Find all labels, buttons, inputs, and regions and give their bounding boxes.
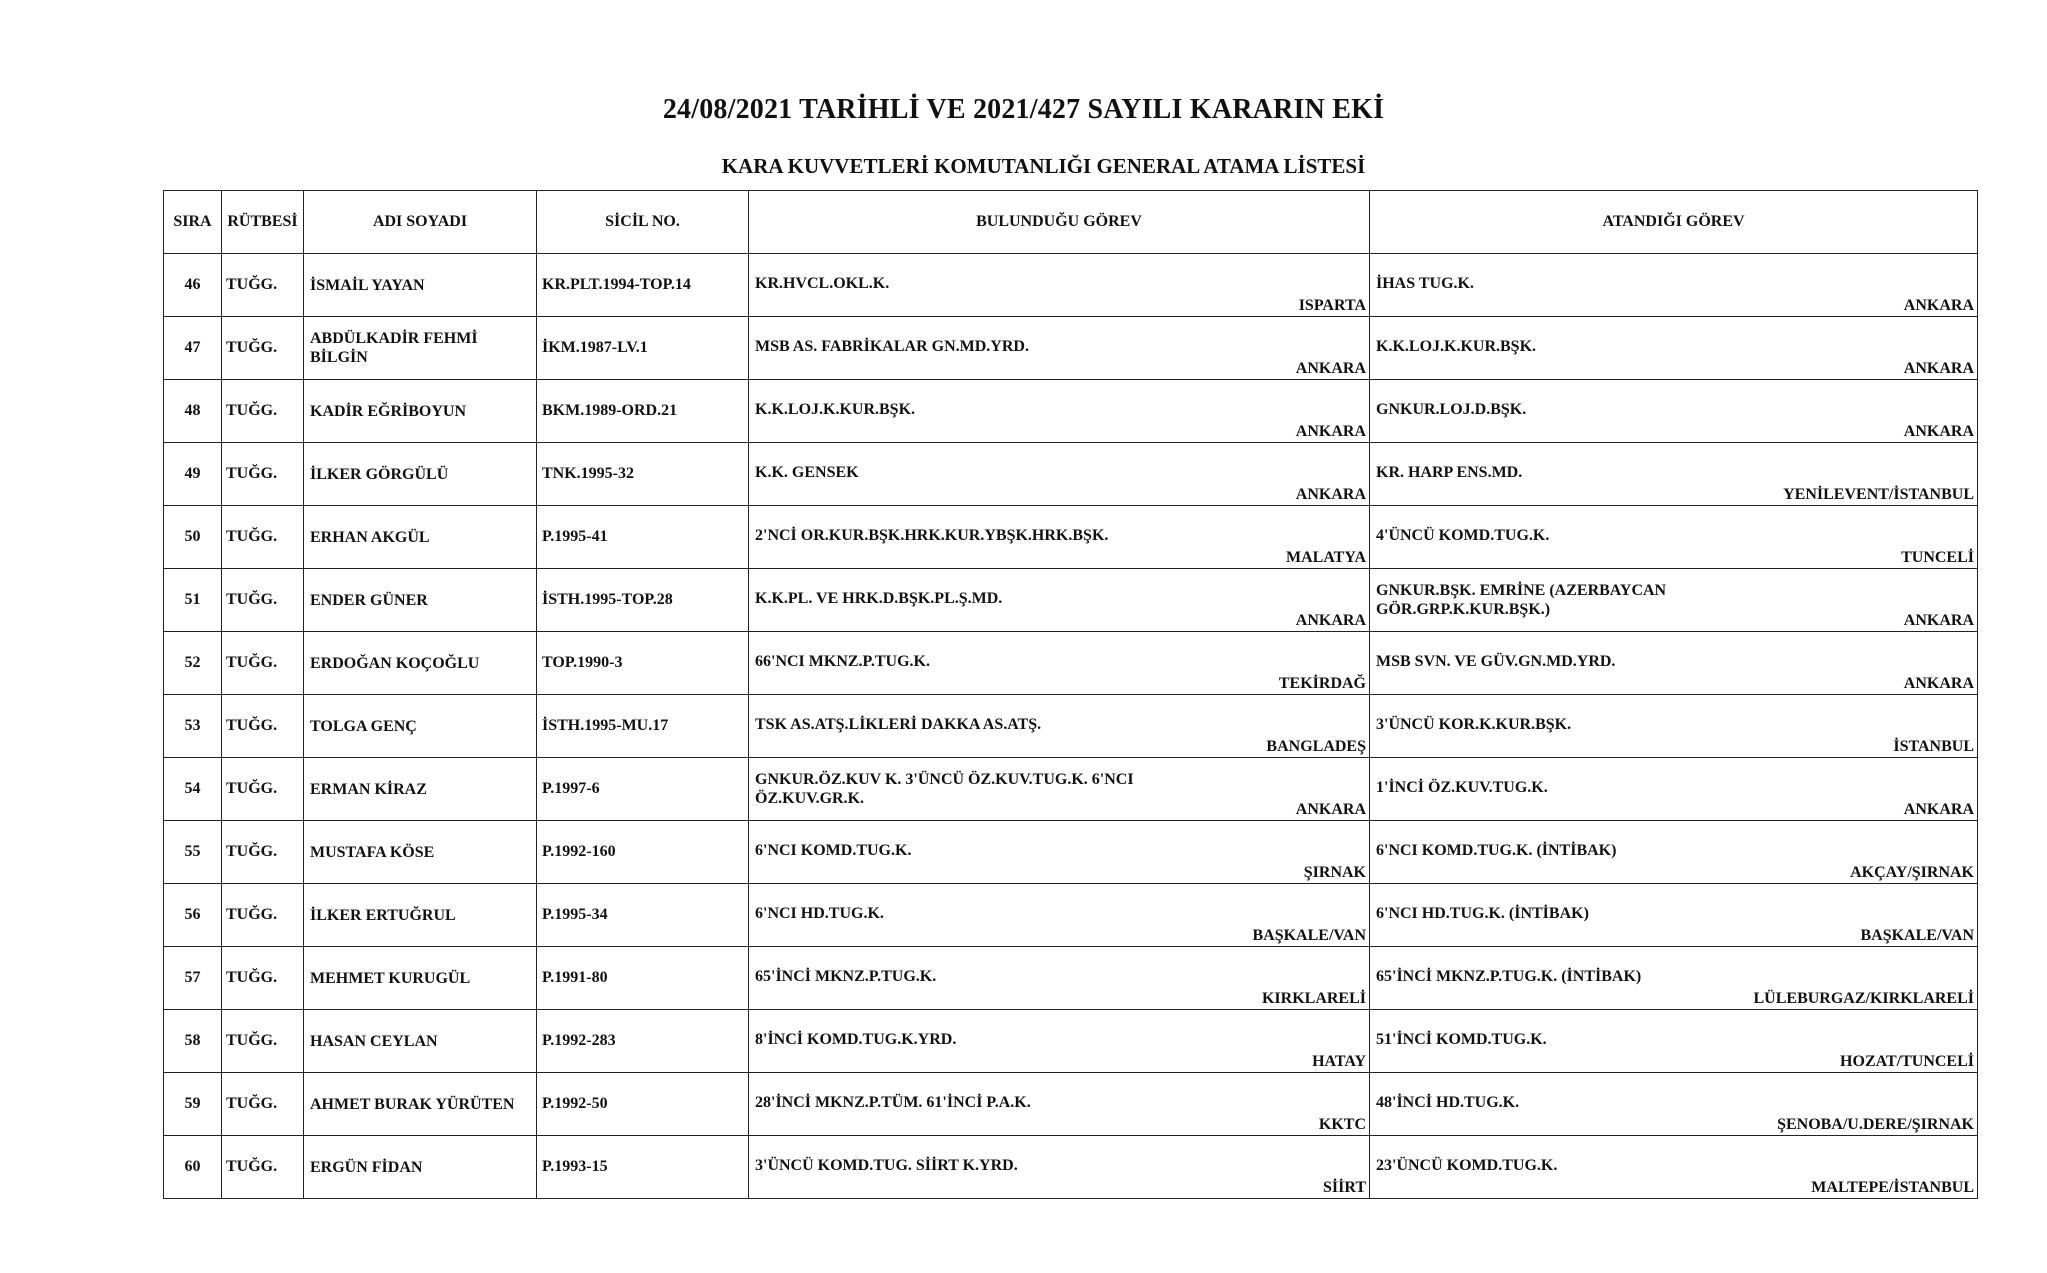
- assigned-location: ANKARA: [1903, 297, 1974, 314]
- cell-atandigi-gorev: [1370, 695, 1978, 758]
- current-unit: 2'NCİ OR.KUR.BŞK.HRK.KUR.YBŞK.HRK.BŞK.: [755, 527, 1109, 544]
- cell-bulundugu-gorev: [749, 884, 1370, 947]
- cell-atandigi-gorev: [1370, 317, 1978, 380]
- cell-sira: 47: [164, 317, 222, 380]
- assigned-unit: İHAS TUG.K.: [1376, 275, 1474, 292]
- current-unit: K.K. GENSEK: [755, 464, 859, 481]
- cell-adi-soyadi: ERMAN KİRAZ: [304, 758, 537, 821]
- cell-sira: 58: [164, 1010, 222, 1073]
- cell-bulundugu-gorev: [749, 758, 1370, 821]
- cell-sicil-no: KR.PLT.1994-TOP.14: [537, 254, 749, 317]
- cell-sira: 50: [164, 506, 222, 569]
- header-rutbe: RÜTBESİ: [222, 191, 304, 254]
- cell-adi-soyadi: İLKER GÖRGÜLÜ: [304, 443, 537, 506]
- current-location: BAŞKALE/VAN: [1252, 927, 1366, 944]
- cell-adi-soyadi: ERHAN AKGÜL: [304, 506, 537, 569]
- cell-sira: 57: [164, 947, 222, 1010]
- assigned-location: LÜLEBURGAZ/KIRKLARELİ: [1753, 990, 1974, 1007]
- cell-atandigi-gorev: [1370, 569, 1978, 632]
- cell-bulundugu-gorev: [749, 1010, 1370, 1073]
- cell-adi-soyadi: İSMAİL YAYAN: [304, 254, 537, 317]
- cell-rutbe: TUĞG.: [222, 632, 304, 695]
- header-bulundugu-gorev: BULUNDUĞU GÖREV: [749, 191, 1370, 254]
- cell-rutbe: TUĞG.: [222, 884, 304, 947]
- cell-sira: 48: [164, 380, 222, 443]
- current-location: ANKARA: [1295, 801, 1366, 818]
- current-unit: 66'NCI MKNZ.P.TUG.K.: [755, 653, 930, 670]
- assigned-unit: 48'İNCİ HD.TUG.K.: [1376, 1094, 1520, 1111]
- cell-sicil-no: P.1992-160: [537, 821, 749, 884]
- cell-rutbe: TUĞG.: [222, 758, 304, 821]
- table-row: [164, 947, 1978, 1010]
- table-row: [164, 1136, 1978, 1199]
- cell-sira: 46: [164, 254, 222, 317]
- table-row: [164, 632, 1978, 695]
- current-location: ANKARA: [1295, 360, 1366, 377]
- cell-atandigi-gorev: [1370, 443, 1978, 506]
- assigned-location: AKÇAY/ŞIRNAK: [1850, 864, 1974, 881]
- current-location: HATAY: [1312, 1053, 1366, 1070]
- current-unit: KR.HVCL.OKL.K.: [755, 275, 890, 292]
- cell-rutbe: TUĞG.: [222, 506, 304, 569]
- cell-rutbe: TUĞG.: [222, 569, 304, 632]
- assigned-location: TUNCELİ: [1901, 549, 1974, 566]
- table-row: [164, 443, 1978, 506]
- assigned-unit: KR. HARP ENS.MD.: [1376, 464, 1523, 481]
- assignment-table: [163, 190, 1978, 1199]
- assigned-unit: 4'ÜNCÜ KOMD.TUG.K.: [1376, 527, 1550, 544]
- cell-adi-soyadi: KADİR EĞRİBOYUN: [304, 380, 537, 443]
- current-location: ŞIRNAK: [1303, 864, 1366, 881]
- cell-sicil-no: TOP.1990-3: [537, 632, 749, 695]
- cell-bulundugu-gorev: [749, 443, 1370, 506]
- assigned-location: ANKARA: [1903, 675, 1974, 692]
- cell-sicil-no: P.1995-41: [537, 506, 749, 569]
- cell-rutbe: TUĞG.: [222, 317, 304, 380]
- current-unit: TSK AS.ATŞ.LİKLERİ DAKKA AS.ATŞ.: [755, 716, 1042, 733]
- table-row: [164, 569, 1978, 632]
- cell-sicil-no: P.1995-34: [537, 884, 749, 947]
- assigned-unit: 23'ÜNCÜ KOMD.TUG.K.: [1376, 1157, 1558, 1174]
- cell-bulundugu-gorev: [749, 254, 1370, 317]
- cell-bulundugu-gorev: [749, 1073, 1370, 1136]
- cell-rutbe: TUĞG.: [222, 1073, 304, 1136]
- cell-sicil-no: İSTH.1995-MU.17: [537, 695, 749, 758]
- cell-sira: 53: [164, 695, 222, 758]
- assigned-unit: 1'İNCİ ÖZ.KUV.TUG.K.: [1376, 779, 1548, 796]
- assigned-location: ANKARA: [1903, 423, 1974, 440]
- cell-sira: 55: [164, 821, 222, 884]
- cell-rutbe: TUĞG.: [222, 254, 304, 317]
- cell-atandigi-gorev: [1370, 884, 1978, 947]
- header-sira: SIRA: [164, 191, 222, 254]
- cell-bulundugu-gorev: [749, 821, 1370, 884]
- cell-adi-soyadi: ERDOĞAN KOÇOĞLU: [304, 632, 537, 695]
- current-unit: 3'ÜNCÜ KOMD.TUG. SİİRT K.YRD.: [755, 1157, 1018, 1174]
- table-row: [164, 884, 1978, 947]
- cell-rutbe: TUĞG.: [222, 1010, 304, 1073]
- assigned-unit: GNKUR.BŞK. EMRİNE (AZERBAYCAN GÖR.GRP.K.KUR.BŞK.): [1376, 582, 1667, 618]
- table-row: [164, 254, 1978, 317]
- cell-sicil-no: İKM.1987-LV.1: [537, 317, 749, 380]
- cell-rutbe: TUĞG.: [222, 695, 304, 758]
- cell-bulundugu-gorev: [749, 695, 1370, 758]
- assigned-location: İSTANBUL: [1893, 738, 1974, 755]
- cell-sicil-no: P.1997-6: [537, 758, 749, 821]
- document-title: 24/08/2021 TARİHLİ VE 2021/427 SAYILI KARARIN EKİ: [662, 94, 1385, 125]
- current-unit: K.K.LOJ.K.KUR.BŞK.: [755, 401, 916, 418]
- assigned-location: MALTEPE/İSTANBUL: [1811, 1179, 1974, 1196]
- cell-sira: 54: [164, 758, 222, 821]
- assigned-unit: 6'NCI KOMD.TUG.K. (İNTİBAK): [1376, 842, 1617, 859]
- table-row: [164, 317, 1978, 380]
- current-location: KKTC: [1318, 1116, 1366, 1133]
- assigned-location: ŞENOBA/U.DERE/ŞIRNAK: [1777, 1116, 1974, 1133]
- table-row: [164, 821, 1978, 884]
- header-adi-soyadi: ADI SOYADI: [304, 191, 537, 254]
- current-location: BANGLADEŞ: [1266, 738, 1366, 755]
- cell-adi-soyadi: MUSTAFA KÖSE: [304, 821, 537, 884]
- table-row: [164, 758, 1978, 821]
- cell-atandigi-gorev: [1370, 1073, 1978, 1136]
- cell-sicil-no: BKM.1989-ORD.21: [537, 380, 749, 443]
- current-unit: GNKUR.ÖZ.KUV K. 3'ÜNCÜ ÖZ.KUV.TUG.K. 6'NCI ÖZ.KUV.GR.K.: [755, 771, 1134, 807]
- assigned-unit: MSB SVN. VE GÜV.GN.MD.YRD.: [1376, 653, 1616, 670]
- table-header-row: [164, 191, 1978, 254]
- assigned-location: BAŞKALE/VAN: [1860, 927, 1974, 944]
- assigned-unit: 65'İNCİ MKNZ.P.TUG.K. (İNTİBAK): [1376, 968, 1642, 985]
- current-location: MALATYA: [1285, 549, 1366, 566]
- cell-sicil-no: TNK.1995-32: [537, 443, 749, 506]
- cell-atandigi-gorev: [1370, 758, 1978, 821]
- current-unit: 6'NCI HD.TUG.K.: [755, 905, 884, 922]
- cell-sira: 51: [164, 569, 222, 632]
- current-location: KIRKLARELİ: [1261, 990, 1366, 1007]
- cell-bulundugu-gorev: [749, 947, 1370, 1010]
- assigned-unit: GNKUR.LOJ.D.BŞK.: [1376, 401, 1527, 418]
- current-unit: K.K.PL. VE HRK.D.BŞK.PL.Ş.MD.: [755, 590, 1003, 607]
- cell-atandigi-gorev: [1370, 1136, 1978, 1199]
- assigned-location: HOZAT/TUNCELİ: [1840, 1053, 1974, 1070]
- cell-sicil-no: P.1992-283: [537, 1010, 749, 1073]
- cell-bulundugu-gorev: [749, 569, 1370, 632]
- table-row: [164, 1010, 1978, 1073]
- table-row: [164, 380, 1978, 443]
- current-location: SİİRT: [1322, 1179, 1366, 1196]
- cell-atandigi-gorev: [1370, 947, 1978, 1010]
- cell-adi-soyadi: ABDÜLKADİR FEHMİ BİLGİN: [304, 317, 537, 380]
- document-subtitle: KARA KUVVETLERİ KOMUTANLIĞI GENERAL ATAMA LİSTESİ: [721, 154, 1366, 178]
- current-location: ANKARA: [1295, 612, 1366, 629]
- current-unit: 8'İNCİ KOMD.TUG.K.YRD.: [755, 1031, 957, 1048]
- header-atandigi-gorev: ATANDIĞI GÖREV: [1370, 191, 1978, 254]
- cell-adi-soyadi: AHMET BURAK YÜRÜTEN: [304, 1073, 537, 1136]
- assigned-location: ANKARA: [1903, 801, 1974, 818]
- current-unit: 6'NCI KOMD.TUG.K.: [755, 842, 912, 859]
- cell-sira: 52: [164, 632, 222, 695]
- table-row: [164, 695, 1978, 758]
- cell-rutbe: TUĞG.: [222, 821, 304, 884]
- table-row: [164, 1073, 1978, 1136]
- cell-sicil-no: P.1991-80: [537, 947, 749, 1010]
- cell-bulundugu-gorev: [749, 632, 1370, 695]
- cell-adi-soyadi: TOLGA GENÇ: [304, 695, 537, 758]
- assigned-unit: 51'İNCİ KOMD.TUG.K.: [1376, 1031, 1547, 1048]
- current-location: ISPARTA: [1298, 297, 1366, 314]
- cell-atandigi-gorev: [1370, 821, 1978, 884]
- cell-bulundugu-gorev: [749, 380, 1370, 443]
- cell-sira: 56: [164, 884, 222, 947]
- cell-rutbe: TUĞG.: [222, 443, 304, 506]
- cell-rutbe: TUĞG.: [222, 947, 304, 1010]
- current-location: ANKARA: [1295, 423, 1366, 440]
- cell-rutbe: TUĞG.: [222, 380, 304, 443]
- cell-atandigi-gorev: [1370, 254, 1978, 317]
- cell-adi-soyadi: MEHMET KURUGÜL: [304, 947, 537, 1010]
- cell-atandigi-gorev: [1370, 632, 1978, 695]
- cell-sira: 60: [164, 1136, 222, 1199]
- cell-adi-soyadi: ERGÜN FİDAN: [304, 1136, 537, 1199]
- header-sicil-no: SİCİL NO.: [537, 191, 749, 254]
- assigned-location: ANKARA: [1903, 612, 1974, 629]
- current-unit: 28'İNCİ MKNZ.P.TÜM. 61'İNCİ P.A.K.: [755, 1094, 1031, 1111]
- cell-sicil-no: P.1992-50: [537, 1073, 749, 1136]
- cell-atandigi-gorev: [1370, 380, 1978, 443]
- current-location: TEKİRDAĞ: [1278, 675, 1366, 692]
- cell-bulundugu-gorev: [749, 506, 1370, 569]
- cell-rutbe: TUĞG.: [222, 1136, 304, 1199]
- assigned-unit: 3'ÜNCÜ KOR.K.KUR.BŞK.: [1376, 716, 1572, 733]
- assigned-unit: K.K.LOJ.K.KUR.BŞK.: [1376, 338, 1537, 355]
- cell-sicil-no: İSTH.1995-TOP.28: [537, 569, 749, 632]
- assigned-location: ANKARA: [1903, 360, 1974, 377]
- table-row: [164, 506, 1978, 569]
- cell-bulundugu-gorev: [749, 1136, 1370, 1199]
- cell-adi-soyadi: İLKER ERTUĞRUL: [304, 884, 537, 947]
- current-location: ANKARA: [1295, 486, 1366, 503]
- cell-atandigi-gorev: [1370, 506, 1978, 569]
- current-unit: MSB AS. FABRİKALAR GN.MD.YRD.: [755, 338, 1029, 355]
- assigned-unit: 6'NCI HD.TUG.K. (İNTİBAK): [1376, 905, 1589, 922]
- cell-sira: 49: [164, 443, 222, 506]
- current-unit: 65'İNCİ MKNZ.P.TUG.K.: [755, 968, 937, 985]
- cell-atandigi-gorev: [1370, 1010, 1978, 1073]
- cell-sira: 59: [164, 1073, 222, 1136]
- cell-bulundugu-gorev: [749, 317, 1370, 380]
- assigned-location: YENİLEVENT/İSTANBUL: [1783, 486, 1974, 503]
- cell-sicil-no: P.1993-15: [537, 1136, 749, 1199]
- cell-adi-soyadi: ENDER GÜNER: [304, 569, 537, 632]
- cell-adi-soyadi: HASAN CEYLAN: [304, 1010, 537, 1073]
